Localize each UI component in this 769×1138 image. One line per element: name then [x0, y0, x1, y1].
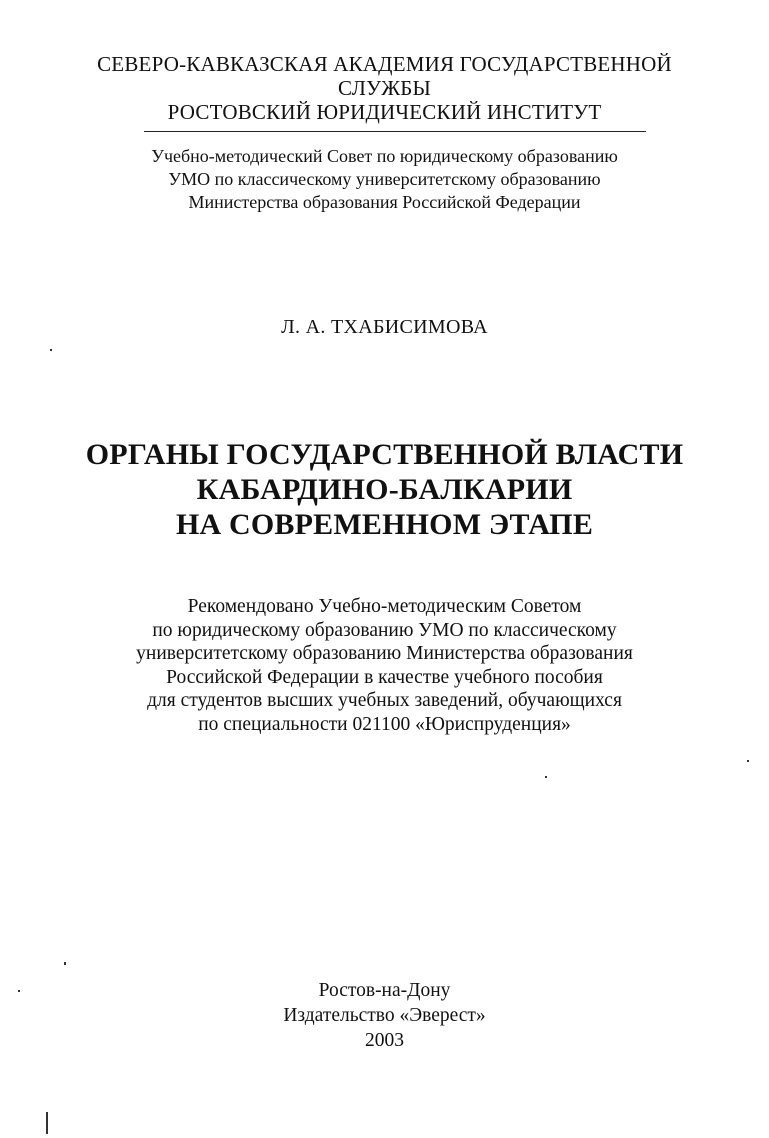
scan-speck [545, 776, 547, 778]
header-divider [144, 131, 646, 132]
scan-speck [50, 349, 52, 351]
imprint-city: Ростов-на-Дону [318, 980, 451, 1001]
scan-speck [747, 760, 749, 762]
scan-speck [46, 1112, 48, 1134]
council-line-3: Министерства образования Российской Федерации [188, 192, 581, 212]
recommendation-line-1: Рекомендовано Учебно-методическим Советом [187, 596, 582, 617]
recommendation-line-4: Российской Федерации в качестве учебного пособия [166, 666, 603, 688]
imprint-block [0, 978, 769, 1053]
scan-speck [64, 962, 66, 965]
recommendation-line-5: для студентов высших учебных заведений, обучающихся [147, 690, 622, 711]
book-title [0, 437, 769, 542]
institution-line-3: РОСТОВСКИЙ ЮРИДИЧЕСКИЙ ИНСТИТУТ [167, 100, 602, 124]
scan-speck [18, 990, 20, 992]
council-line-1: Учебно-методический Совет по юридическому образованию [151, 146, 618, 166]
institution-line-2: СЛУЖБЫ [338, 76, 431, 100]
title-line-2: КАБАРДИНО-БАЛКАРИИ [196, 473, 573, 506]
recommendation-block [0, 595, 769, 736]
institution-line-1: СЕВЕРО-КАВКАЗСКАЯ АКАДЕМИЯ ГОСУДАРСТВЕННОЙ [97, 52, 672, 76]
recommendation-line-6: по специальности 021100 «Юриспруденция» [198, 713, 571, 735]
council-line-2: УМО по классическому университетскому образованию [168, 169, 601, 189]
title-line-3: НА СОВРЕМЕННОМ ЭТАПЕ [175, 508, 594, 541]
recommendation-line-3: университетскому образованию Министерства образования [136, 643, 633, 664]
council-block [0, 145, 769, 214]
title-line-1: ОРГАНЫ ГОСУДАРСТВЕННОЙ ВЛАСТИ [85, 438, 684, 471]
recommendation-line-2: по юридическому образованию УМО по классическому [152, 619, 617, 641]
imprint-year: 2003 [365, 1030, 404, 1051]
author-name: Л. А. ТХАБИСИМОВА [281, 316, 488, 338]
institution-header [0, 52, 769, 124]
imprint-publisher: Издательство «Эверест» [283, 1005, 486, 1026]
